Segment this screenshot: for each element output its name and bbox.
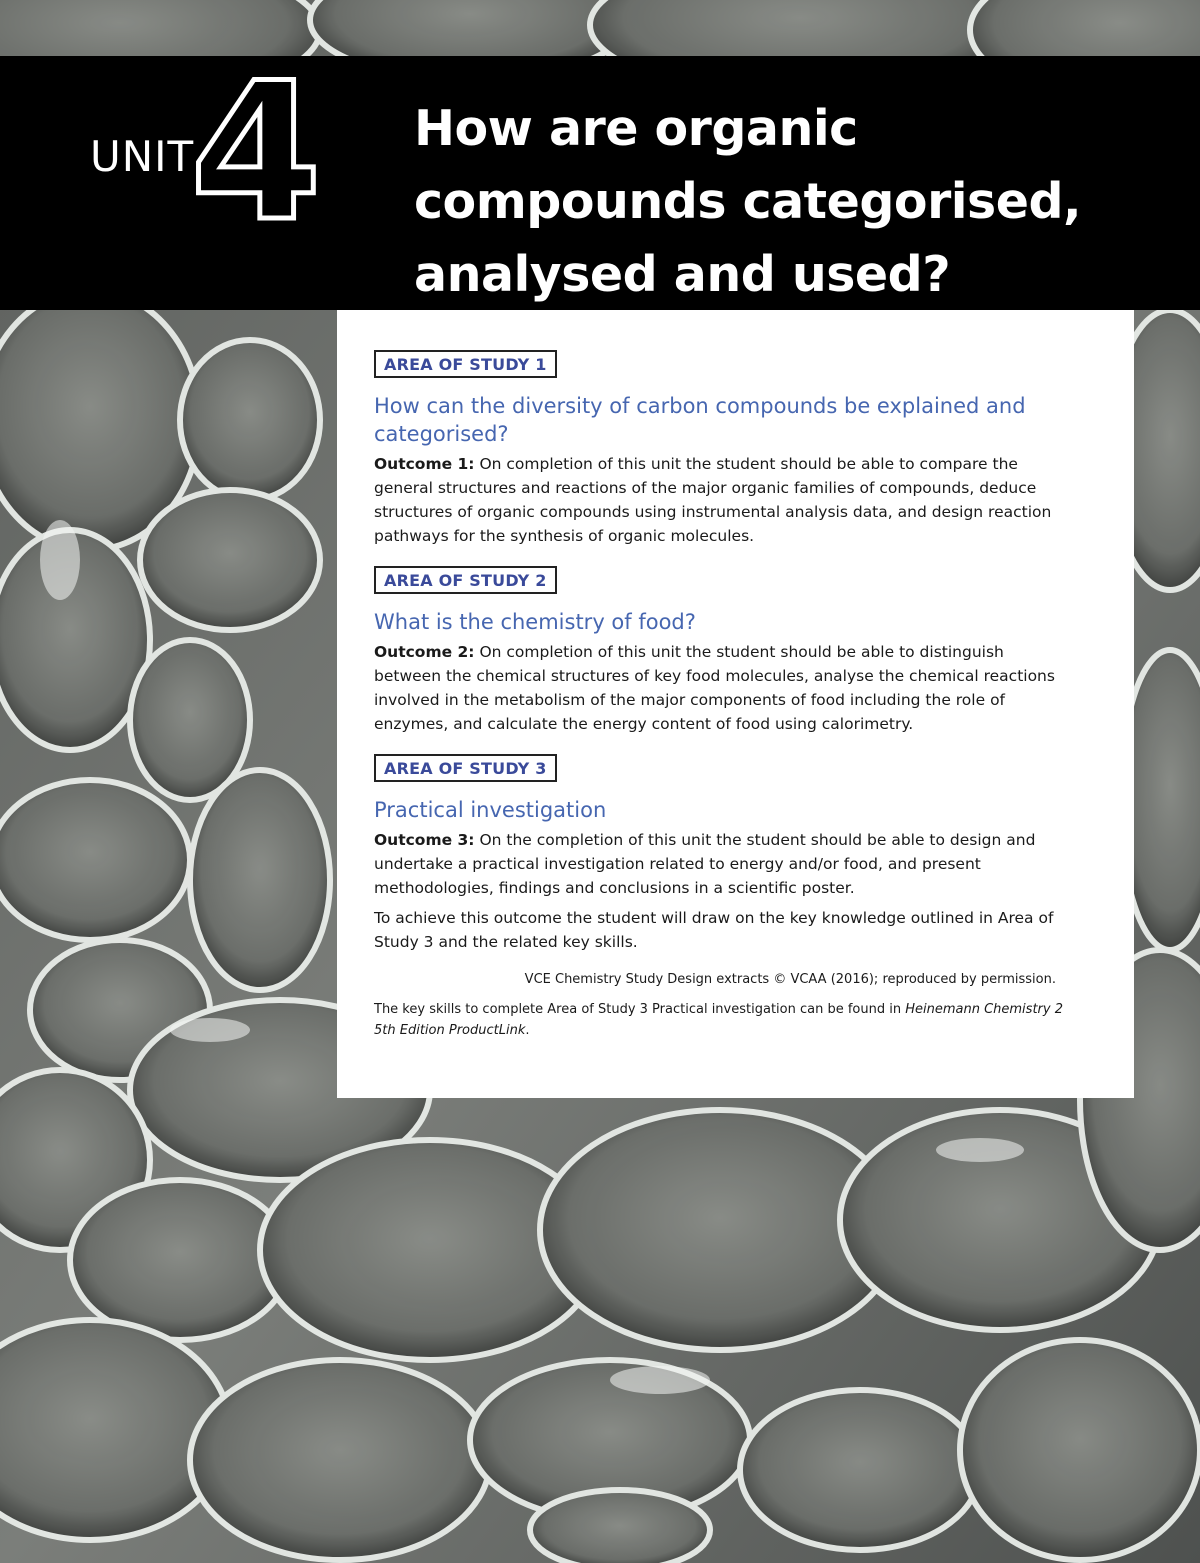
- outcome-text: [374, 640, 1064, 736]
- area-of-study-2: [374, 566, 1134, 736]
- outcome-text: [374, 452, 1064, 548]
- area-badge: AREA OF STUDY 2: [374, 566, 557, 594]
- outcome-label: Outcome 1:: [374, 455, 475, 473]
- area-title: How can the diversity of carbon compounds be explained and categorised?: [374, 394, 1026, 446]
- outcome-extra-text: To achieve this outcome the student will draw on the key knowledge outlined in Area of Study 3 and the related key skills.: [374, 909, 1054, 951]
- outcome-label: Outcome 3:: [374, 831, 475, 849]
- unit-number-outline: [186, 76, 326, 226]
- outcome-body: On the completion of this unit the student should be able to design and undertake a practical investigation related to energy and/or food, and present methodologies, findings and conclusions in a scientific poster.: [374, 831, 1036, 897]
- unit-number: 4: [190, 76, 322, 226]
- area-title: What is the chemistry of food?: [374, 610, 696, 634]
- area-of-study-3: [374, 754, 1134, 954]
- area-badge: AREA OF STUDY 3: [374, 754, 557, 782]
- note-text: The key skills to complete Area of Study 3 Practical investigation can be found in: [374, 1002, 906, 1017]
- area-badge: AREA OF STUDY 1: [374, 350, 557, 378]
- page-title: How are organic compounds categorised, analysed and used?: [414, 100, 1082, 303]
- area-of-study-1: [374, 350, 1134, 548]
- area-title: Practical investigation: [374, 798, 607, 822]
- key-skills-note: [374, 999, 1064, 1041]
- outcome-body: On completion of this unit the student should be able to distinguish between the chemical structures of key food molecules, analyse the chemical reactions involved in the metabolism of the major components of food including the role of enzymes, and calculate the energy content of food using calorimetry.: [374, 643, 1055, 733]
- outcome-label: Outcome 2:: [374, 643, 475, 661]
- outcome-text: [374, 828, 1064, 900]
- outcome-body: On completion of this unit the student should be able to compare the general structures and reactions of the major organic families of compounds, deduce structures of organic compounds using instrumental analysis data, and design reaction pathways for the synthesis of organic molecules.: [374, 455, 1052, 545]
- content-panel: [337, 310, 1134, 1098]
- copyright-credit: VCE Chemistry Study Design extracts © VCAA (2016); reproduced by permission.: [524, 972, 1056, 987]
- note-end: .: [525, 1023, 530, 1038]
- note-product-name: Heinemann Chemistry 2 5th Edition ProductLink: [374, 1002, 1063, 1038]
- unit-label: UNIT: [90, 132, 195, 181]
